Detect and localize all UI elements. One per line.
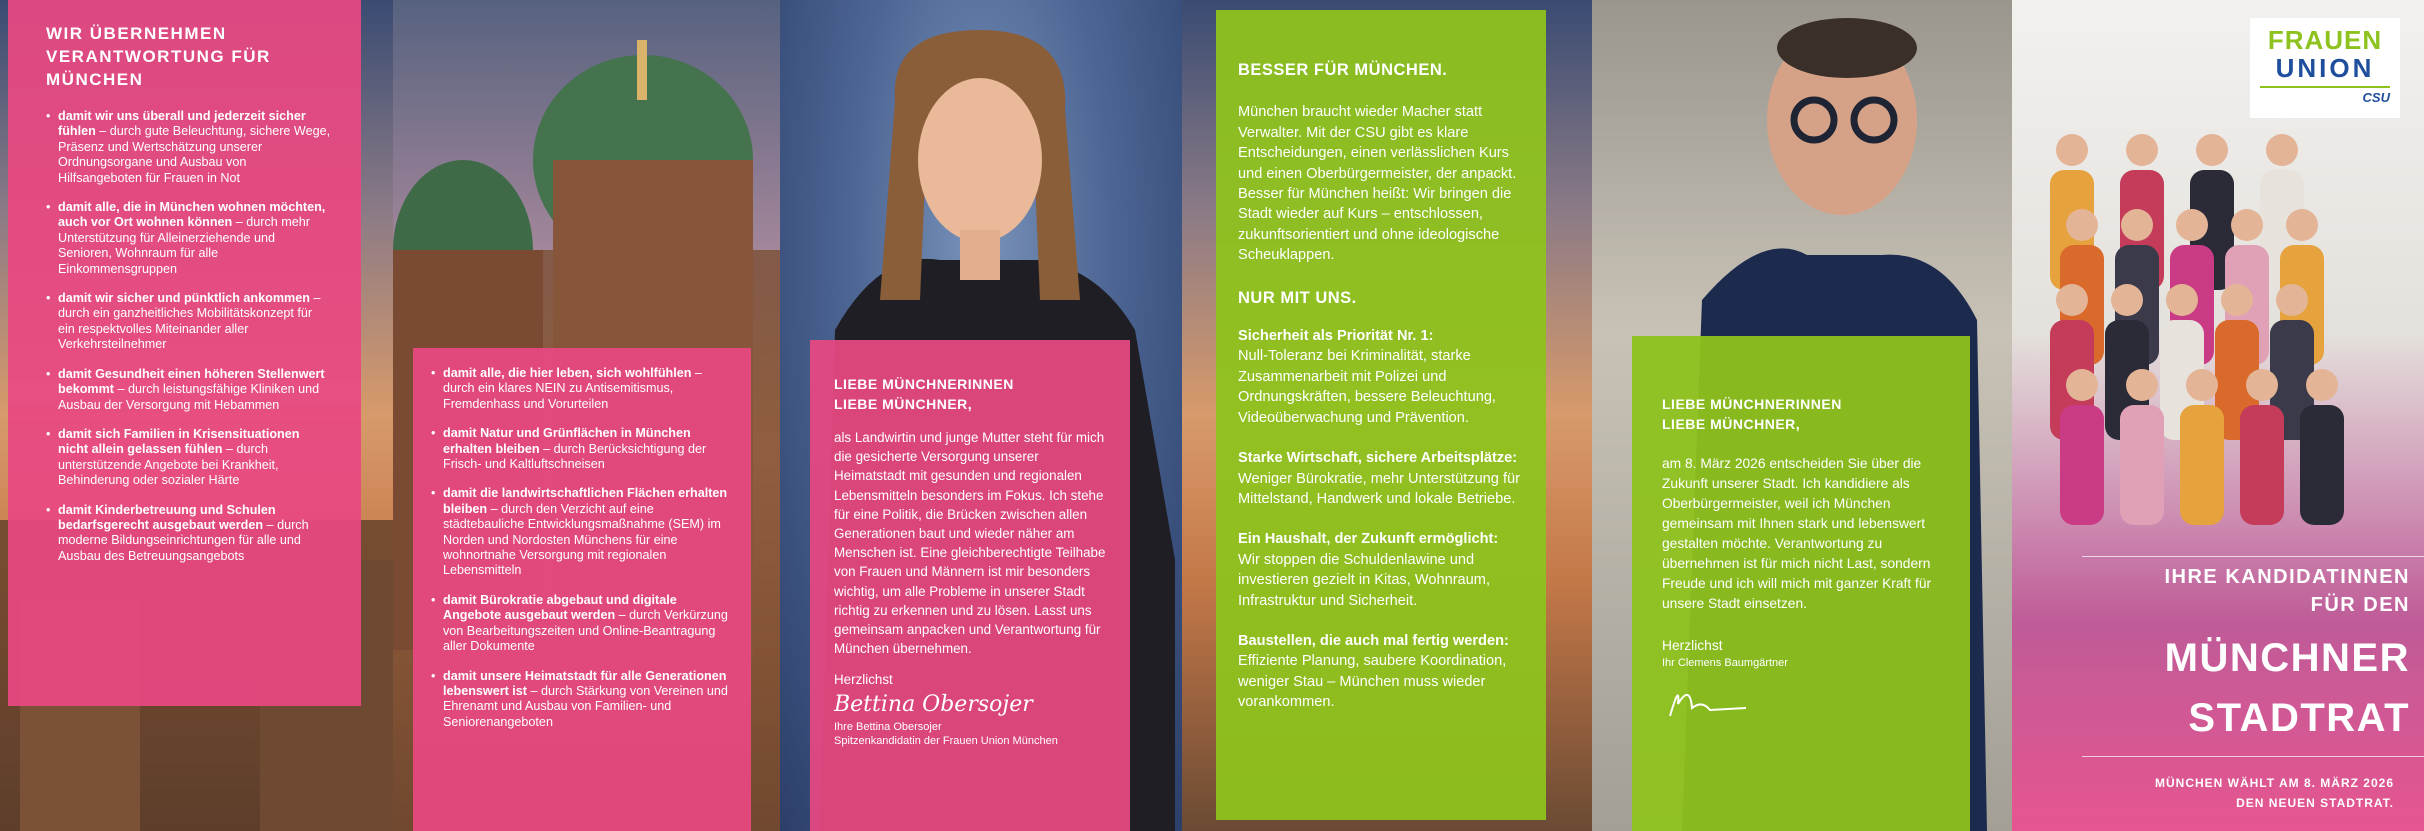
list-item-title: damit alle, die in München wohnen möchten, auch vor Ort wohnen können: [58, 200, 326, 230]
list-item-title: damit Natur und Grünflächen in München erhalten bleiben: [443, 426, 691, 456]
panel-5: [1592, 0, 2012, 831]
panel-6: [2012, 0, 2424, 831]
list-item-text: – durch mehr Unterstützung für Alleinerziehende und Senioren, Wohnraum für alle Einkommensgruppen: [58, 215, 310, 276]
panel-4: [1182, 0, 1592, 831]
panel-4-textbox: [1216, 10, 1546, 820]
bettina-signature: Bettina Obersojer: [834, 691, 1033, 717]
panel-6-title-2: STADTRAT: [2188, 696, 2410, 740]
list-item-title: damit Gesundheit einen höheren Stellenwert bekommt: [58, 366, 325, 397]
list-item-title: damit unsere Heimatstadt für alle Generationen lebenswert ist: [443, 668, 727, 698]
panel-1-textbox: [8, 0, 361, 706]
list-item-title: damit alle, die hier leben, sich wohlfühlen: [443, 366, 692, 380]
point-title: Ein Haushalt, der Zukunft ermöglicht:: [1238, 531, 1499, 548]
list-item-title: damit wir uns überall und jederzeit sicher fühlen: [58, 109, 306, 139]
panel-3-closing: Herzlichst: [834, 672, 893, 688]
panel-6-foot-1: MÜNCHEN WÄHLT AM 8. MÄRZ 2026: [2154, 776, 2394, 790]
list-item-text: – durch ein klares NEIN zu Antisemitismus, Fremdenhass und Vorurteilen: [443, 366, 702, 411]
point-title: Baustellen, die auch mal fertig werden:: [1238, 632, 1509, 649]
point-item: [1238, 631, 1528, 713]
panel-3-greeting-1: LIEBE MÜNCHNERINNEN: [834, 376, 1014, 392]
frauen-union-logo: [2250, 18, 2400, 118]
panel-5-textbox: [1632, 336, 1970, 831]
list-item: [46, 200, 331, 277]
panel-5-body: am 8. März 2026 entscheiden Sie über die Zukunft unserer Stadt. Ich kandidiere als Oberbürgermeister, weil ich München gemeinsam mit Ihnen stark und lebenswert gestalten möchte. Verantwortung zu übernehmen ist für mich nicht Last, sondern Freude und ich will mich mit ganzer Kraft für unsere Stadt einsetzen.: [1662, 456, 1932, 611]
panel-3-role: Spitzenkandidatin der Frauen Union München: [834, 734, 1058, 747]
list-item: [431, 593, 733, 655]
panel-6-tagline-1: IHRE KANDIDATINNEN: [2164, 566, 2410, 588]
panel-4-points: [1238, 326, 1528, 713]
clemens-signature: [1662, 678, 1752, 722]
panel-6-tagline-2: FÜR DEN: [2310, 594, 2410, 616]
list-item-text: – durch moderne Bildungseinrichtungen für alle und Ausbau des Betreuungsangebots: [58, 517, 309, 563]
list-item: [431, 669, 733, 731]
list-item: [431, 486, 733, 578]
point-text: Effiziente Planung, saubere Koordination, weniger Stau – München muss wieder vorankommen.: [1238, 653, 1507, 711]
list-item-title: damit Kinderbetreuung und Schulen bedarfsgerecht ausgebaut werden: [58, 502, 276, 532]
panel-4-intro: München braucht wieder Macher statt Verwalter. Mit der CSU gibt es klare Entscheidungen, einen verlässlichen Kurs und einen Oberbürgermeister, der anpackt. Besser für München heißt: Wir bringen die Stadt wieder auf Kurs – entschlossen, zukunftsorientiert und ohne ideologische Scheuklappen.: [1238, 104, 1517, 264]
list-item-text: – durch Verkürzung von Bearbeitungszeiten und Online-Beantragung aller Dokumente: [443, 608, 728, 654]
panel-5-greeting-1: LIEBE MÜNCHNERINNEN: [1662, 396, 1842, 412]
point-item: [1238, 326, 1528, 428]
panel-4-heading-2: NUR MIT UNS.: [1238, 288, 1357, 307]
list-item-title: damit Bürokratie abgebaut und digitale Angebote ausgebaut werden: [443, 592, 677, 623]
list-item: [46, 109, 331, 186]
list-item: [46, 427, 331, 489]
panel-6-divider-top: [2082, 556, 2424, 557]
panel-1-heading: WIR ÜBERNEHMEN VERANTWORTUNG FÜR MÜNCHEN: [46, 24, 271, 89]
list-item-text: – durch gute Beleuchtung, sichere Wege, Präsenz und Wertschätzung unserer Ordnungsorgane und Ausbau von Hilfsangeboten für Frauen in Not: [58, 124, 331, 185]
panel-1-list: [46, 109, 331, 564]
list-item-title: damit wir sicher und pünktlich ankommen: [58, 291, 310, 306]
list-item: [46, 503, 331, 565]
list-item: [431, 366, 733, 412]
panel-5-closing: Herzlichst: [1662, 638, 1723, 653]
panel-1: [0, 0, 393, 831]
panel-3-body: als Landwirtin und junge Mutter steht für mich die gesicherte Versorgung unserer Heimatstadt mit gesunden und regionalen Lebensmitteln besonders im Fokus. Ich stehe für eine Politik, die Brücken zwischen allen Generationen baut und wieder näher am Menschen ist. Eine gleichberechtigte Teilhabe von Frauen und Männern ist mir besonders wichtig, um alle Probleme in unserer Stadt richtig zu erkennen und zu lösen. Lasst uns gemeinsam anpacken und Verantwortung für München übernehmen.: [834, 430, 1106, 657]
panel-3-greeting-2: LIEBE MÜNCHNER,: [834, 396, 973, 412]
list-item-title: damit die landwirtschaftlichen Flächen erhalten bleiben: [443, 486, 728, 516]
logo-csu: CSU: [2362, 90, 2390, 105]
list-item-text: – durch ein ganzheitliches Mobilitätskonzept für ein respektvolles Miteinander aller Verkehrsteilnehmer: [58, 291, 321, 352]
panel-2-textbox: [413, 348, 751, 831]
panel-5-greeting-2: LIEBE MÜNCHNER,: [1662, 416, 1801, 432]
list-item-text: – durch Berücksichtigung der Frisch- und Kaltluftschneisen: [443, 441, 707, 472]
point-text: Wir stoppen die Schuldenlawine und investieren gezielt in Kitas, Wohnraum, Infrastruktur und Sicherheit.: [1238, 551, 1490, 609]
point-text: Null-Toleranz bei Kriminalität, starke Zusammenarbeit mit Polizei und Ordnungskräften, bessere Beleuchtung, Videoüberwachung und Prävention.: [1238, 348, 1496, 426]
list-item-text: – durch Stärkung von Vereinen und Ehrenamt und Ausbau von Familien- und Seniorenangeboten: [443, 683, 728, 729]
panel-4-heading-1: BESSER FÜR MÜNCHEN.: [1238, 61, 1448, 79]
panel-3-name: Ihre Bettina Obersojer: [834, 720, 942, 733]
panel-3: [780, 0, 1182, 831]
list-item: [46, 291, 331, 353]
panel-3-textbox: [810, 340, 1130, 831]
point-title: Sicherheit als Priorität Nr. 1:: [1238, 328, 1434, 345]
point-item: [1238, 448, 1528, 509]
point-item: [1238, 529, 1528, 611]
panel-5-name: Ihr Clemens Baumgärtner: [1662, 657, 1788, 669]
panel-6-foot-2: DEN NEUEN STADTRAT.: [2236, 796, 2394, 810]
logo-frauen: FRAUEN: [2267, 25, 2383, 55]
panel-2-list: [431, 366, 733, 730]
point-title: Starke Wirtschaft, sichere Arbeitsplätze:: [1238, 450, 1518, 467]
list-item: [431, 426, 733, 472]
list-item: [46, 367, 331, 413]
panel-2: [393, 0, 780, 831]
list-item-title: damit sich Familien in Krisensituationen nicht allein gelassen fühlen: [58, 426, 300, 457]
list-item-text: – durch den Verzicht auf eine städtebauliche Entwicklungsmaßnahme (SEM) im Norden und Nordosten Münchens für eine wohnortnahe Versorgung mit regionalen Lebensmitteln: [443, 501, 721, 578]
list-item-text: – durch unterstützende Angebote bei Krankheit, Behinderung oder sozialer Härte: [58, 442, 279, 488]
panel-6-divider-bottom: [2082, 756, 2424, 757]
list-item-text: – durch leistungsfähige Kliniken und Ausbau der Versorgung mit Hebammen: [58, 382, 320, 412]
logo-union: UNION: [2275, 53, 2375, 83]
point-text: Weniger Bürokratie, mehr Unterstützung für Mittelstand, Handwerk und lokale Betriebe.: [1238, 470, 1520, 507]
panel-6-title-1: MÜNCHNER: [2164, 636, 2410, 680]
